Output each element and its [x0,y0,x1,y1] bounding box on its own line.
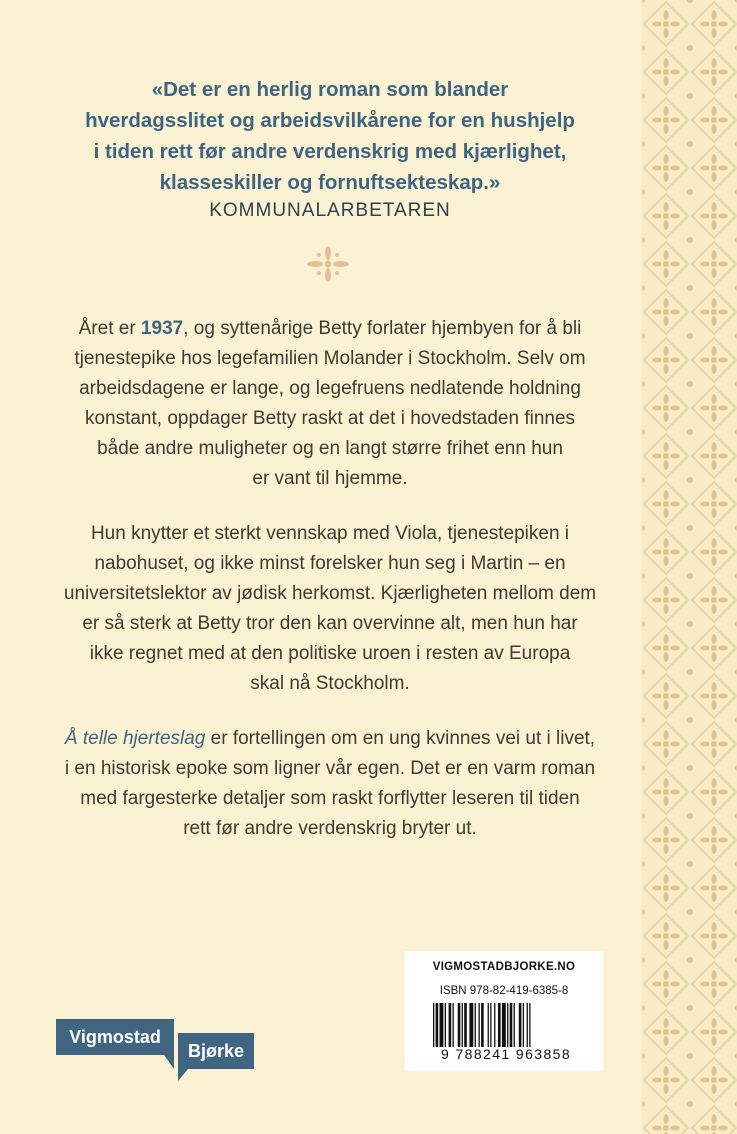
blurb-line: universitetslektor av jødisk herkomst. Kjærligheten mellom dem [63,583,597,604]
blurb-text: , og syttenårige Betty forlater hjembyen for å bli [183,318,582,339]
barcode-bar [523,1003,524,1047]
blurb-line: skal nå Stockholm. [250,673,410,694]
publisher-website: VIGMOSTADBJORKE.NO [432,961,576,973]
barcode-bar [519,1003,522,1047]
logo-speech-tail [164,1055,174,1069]
review-quote [60,74,600,198]
blurb-line: rett før andre verdenskrig bryter ut. [183,818,477,839]
barcode-bar [529,1003,530,1047]
blurb-line: konstant, oppdager Betty raskt at det i hovedstaden finnes [84,408,576,429]
isbn-barcode-box [405,951,603,1071]
decorative-pattern-border [642,0,737,1134]
blurb-paragraph-2 [50,519,610,699]
blurb-paragraph-3 [50,724,610,844]
book-title: Å telle hjerteslag [64,728,206,749]
barcode-bar [502,1003,506,1047]
blurb-line: ikke regnet med at den politiske uroen i resten av Europa [89,643,571,664]
barcode-bar [488,1003,489,1047]
barcode-bar [481,1003,484,1047]
blurb-line: både andre muligheter og en langt større frihet enn hun [97,438,563,459]
barcode-digits: 9 788241 963858 [441,1046,571,1062]
barcode-bar [514,1003,515,1047]
blurb-line: nabohuset, og ikke minst forelsker hun seg i Martin – en [94,553,566,574]
quote-source: KOMMUNALARBETAREN [209,200,451,221]
barcode-bar [462,1003,463,1047]
barcode-bar [453,1003,454,1047]
barcode-bar [494,1003,495,1047]
year-highlight: 1937 [140,318,184,339]
barcode-bar [440,1003,444,1047]
barcode-bar [527,1003,528,1047]
barcode-icon [431,1003,581,1047]
publisher-logo-top: Vigmostad [56,1019,174,1055]
isbn-number: ISBN 978-82-419-6385-8 [439,985,569,997]
barcode-bar [436,1003,439,1047]
flower-ornament-icon [306,244,350,284]
blurb-line: i en historisk epoke som ligner vår egen. Det er en varm roman [64,758,596,779]
barcode-bar [458,1003,461,1047]
barcode-bar [498,1003,501,1047]
barcode-bar [475,1003,476,1047]
barcode-bar [445,1003,446,1047]
blurb-line: arbeidsdagene er lange, og legefruens nedlatende holdning [79,378,581,399]
barcode-bar [469,1003,473,1047]
blurb-line: tjenestepike hos legefamilien Molander i Stockholm. Selv om [74,348,586,369]
blurb-line [50,724,610,754]
barcode-bar [490,1003,491,1047]
barcode-bar [507,1003,508,1047]
blurb-paragraph-1 [50,314,610,494]
blurb-lead: Året er [78,318,141,339]
barcode-bar [479,1003,480,1047]
barcode-bar [464,1003,467,1047]
barcode-bar [510,1003,513,1047]
blurb-line [50,314,610,344]
quote-line: i tiden rett før andre verdenskrig med kjærlighet, [93,140,567,163]
barcode-bar [433,1003,434,1047]
blurb-line: Hun knytter et sterkt vennskap med Viola, tjenestepiken i [90,523,570,544]
quote-line: «Det er en herlig roman som blander [151,78,509,101]
quote-line: klasseskiller og fornuftsekteskap.» [159,171,501,194]
quote-line: hverdagsslitet og arbeidsvilkårene for en hushjelp [85,109,575,132]
barcode-bar [449,1003,452,1047]
blurb-text: er fortellingen om en ung kvinnes vei ut i livet, [205,728,596,749]
publisher-logo-bottom: Bjørke [178,1033,254,1069]
blurb-line: med fargesterke detaljer som raskt forflytter leseren til tiden [80,788,580,809]
logo-speech-tail [178,1069,188,1081]
blurb-line: er vant til hjemme. [252,468,408,489]
blurb-line: er så sterk at Betty tror den kan overvinne alt, men hun har [82,613,578,634]
